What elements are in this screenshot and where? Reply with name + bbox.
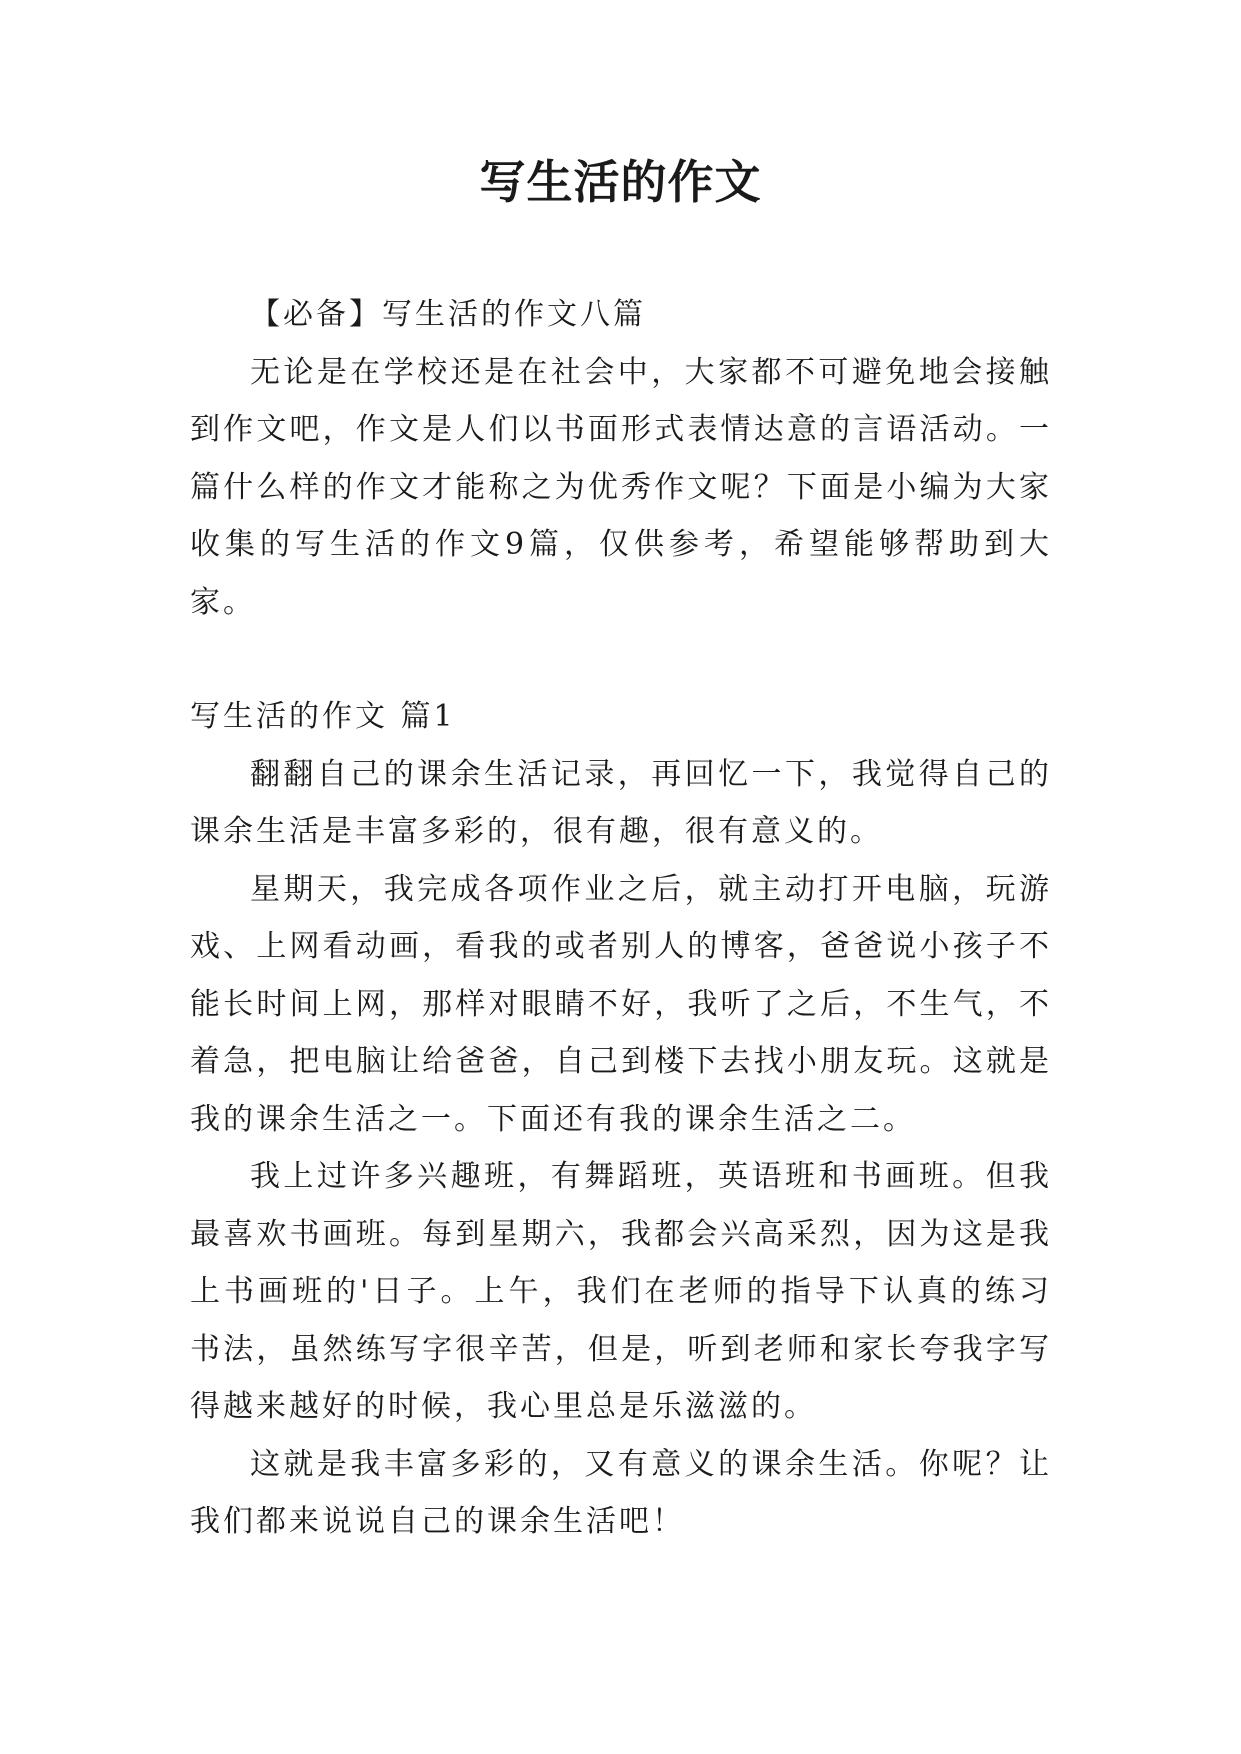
document-body [190,286,1052,1551]
body-paragraph-2: 星期天，我完成各项作业之后，就主动打开电脑，玩游戏、上网看动画，看我的或者别人的博客，爸爸说小孩子不能长时间上网，那样对眼睛不好，我听了之后，不生气，不着急，把电脑让给爸爸，自己到楼下去找小朋友玩。这就是我的课余生活之一。下面还有我的课余生活之二。 [190,871,1052,1137]
intro-paragraph: 无论是在学校还是在社会中，大家都不可避免地会接触到作文吧，作文是人们以书面形式表情达意的言语活动。一篇什么样的作文才能称之为优秀作文呢？下面是小编为大家收集的写生活的作文9篇，仅供参考，希望能够帮助到大家。 [190,354,1052,620]
section-heading: 写生活的作文 篇1 [190,699,456,734]
document-title: 写生活的作文 [479,155,762,209]
body-paragraph-3: 我上过许多兴趣班，有舞蹈班，英语班和书画班。但我最喜欢书画班。每到星期六，我都会兴高采烈，因为这是我上书画班的'日子。上午，我们在老师的指导下认真的练习书法，虽然练写字很辛苦，但是，听到老师和家长夸我字写得越来越好的时候，我心里总是乐滋滋的。 [190,1159,1052,1424]
document-subtitle: 【必备】写生活的作文八篇 [250,297,646,332]
body-paragraph-1: 翻翻自己的课余生活记录，再回忆一下，我觉得自己的课余生活是丰富多彩的，很有趣，很有意义的。 [190,756,1052,849]
body-paragraph-4: 这就是我丰富多彩的，又有意义的课余生活。你呢？让我们都来说说自己的课余生活吧！ [190,1446,1052,1539]
